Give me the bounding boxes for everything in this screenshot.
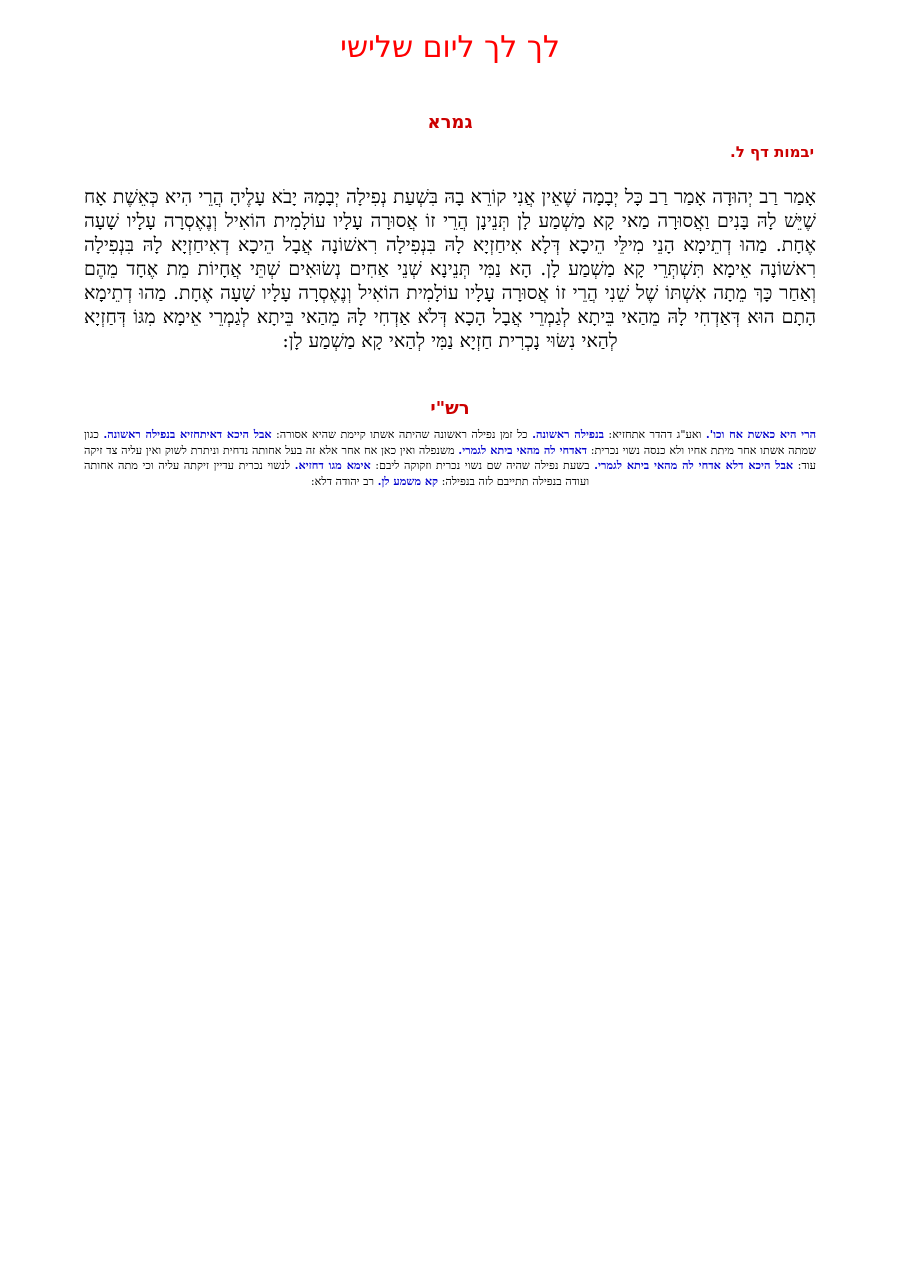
rashi-dibur-hamatchil: קא משמע לן. [377,473,439,488]
rashi-comment: בשעת נפילה שהיה שם נשוי נכרית וזקוקה ליבם: [370,459,595,472]
source-reference: יבמות דף ל. [730,143,814,161]
rashi-dibur-hamatchil: אבל היכא דאיתחזיא בנפילה ראשונה. [103,427,272,441]
rashi-commentary [84,427,816,489]
gemara-text: אָמַר רַב יְהוּדָה אָמַר רַב כָּל יְבָמָה שֶׁאֵין אֲנִי קוֹרֵא בָהּ בִּשְׁעַת נְפִילָה יְבָמָהּ יָבֹא עָלֶיהָ הֲרֵי הִיא כְּאֵשֶׁת אָח שֶׁיֵּשׁ לָהּ בָּנִים וַאֲסוּרָה מַאי קָא מַשְׁמַע לָן תְּנֵינָן הֲרֵי זוֹ אֲסוּרָה עָלָיו עוֹלָמִית הוֹאִיל וְנֶאֶסְרָה עָלָיו שָׁעָה אֶחָת. מַהוּ דְתֵימָא הָנֵי מִילֵּי הֵיכָא דְּלָא אִיחַזְיָא לָהּ בִּנְפִילָה רִאשׁוֹנָה אֲבָל הֵיכָא דְאִיחַזְיָא לָהּ בִּנְפִילָה רִאשׁוֹנָה אֵימָא תִּשְׁתְּרֵי קָא מַשְׁמַע לָן. הָא נַמִּי תְּנֵינָא שְׁנֵי אַחִים נְשׂוּאִים שְׁתֵּי אֲחָיוֹת מֵת אֶחָד מֵהֶם וְאַחַר כָּךְ מֵתָה אִשְׁתּוֹ שֶׁל שֵׁנִי הֲרֵי זוֹ אֲסוּרָה עָלָיו עוֹלָמִית הוֹאִיל וְנֶאֶסְרָה עָלָיו שָׁעָה אֶחָת. מַהוּ דְתֵימָא הָתָם הוּא דְּאַדְחִי לָהּ מֵהַאי בֵּיתָא לְגַמְרֵי אֲבָל הָכָא דְּלֹא אַדְחִי לָהּ מֵהַאי בֵּיתָא לְגַמְרֵי אֵימָא מִגּוֹ דְּחַזְיָא לְהַאי נִשּׂוּי נָכְרִית חַזְיָא נַמִּי לְהַאי קָא מַשְׁמַע לָן: [84,186,816,352]
rashi-dibur-hamatchil: הרי היא כאשת אח וכו'. [705,427,817,441]
page-title: לך לך ליום שלישי [340,30,560,65]
rashi-heading: רש"י [430,398,470,419]
rashi-comment: ואע"ג דהדר אתחזיא: [604,428,706,441]
rashi-dibur-hamatchil: דאדחי לה מהאי ביתא לגמרי. [458,442,588,457]
gemara-heading: גמרא [427,112,473,133]
rashi-comment: כל זמן נפילה ראשונה שהיתה אשתו קיימת שהיא אסורה: [271,428,533,441]
rashi-dibur-hamatchil: בנפילה ראשונה. [532,427,604,441]
rashi-comment: רב יהודה דלא: [310,474,378,488]
rashi-comment: משנפלה ואין כאן אח אחר אלא זה בעל אחותה נדחית וניתרת לשוק ואין עליה צד זיקה עוד: [84,443,816,472]
rashi-dibur-hamatchil: אימא מגו דחזיא. [294,458,371,472]
rashi-comment: כגון שמתה אשתו אחר מיתת אחיו ולא כנסה נשוי נכרית: [84,428,816,457]
rashi-comment: לנשוי נכרית עדיין זיקתה עליה וכי מתה אחותה ועודה בנפילה תתייבם לזה בנפילה: [84,459,590,488]
rashi-dibur-hamatchil: אבל היכא דלא אדחי לה מהאי ביתא לגמרי. [594,458,794,472]
